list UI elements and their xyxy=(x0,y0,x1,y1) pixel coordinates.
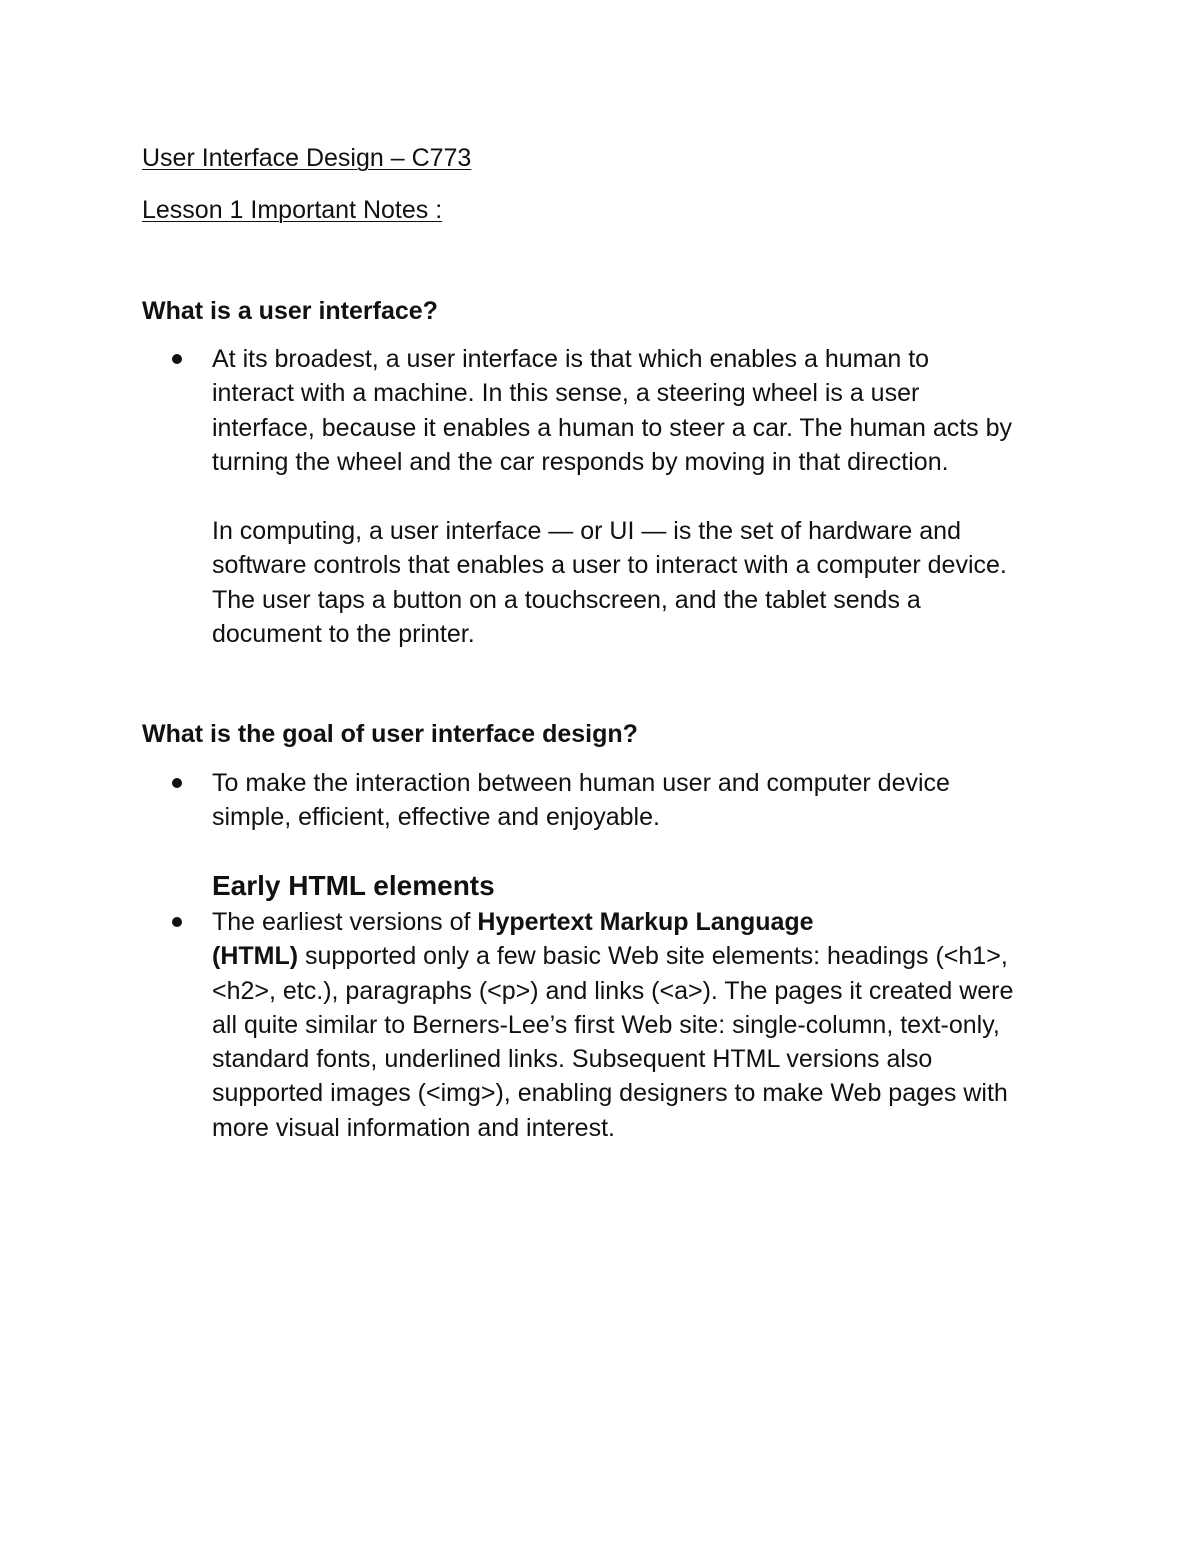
text-line: standard fonts, underlined links. Subsequent HTML versions also xyxy=(212,1045,933,1074)
text-line: document to the printer. xyxy=(212,619,475,648)
text-line: interface, because it enables a human to steer a car. The human acts by xyxy=(212,413,1013,442)
bullet-icon xyxy=(172,778,182,788)
bullet-paragraph-ui-definition xyxy=(212,342,1082,479)
text-run: The earliest versions of xyxy=(212,908,478,936)
bold-term-hypertext-markup-language: Hypertext Markup Language xyxy=(477,908,814,936)
text-line: simple, efficient, effective and enjoyable. xyxy=(212,803,660,832)
document-subtitle: Lesson 1 Important Notes : xyxy=(142,196,443,224)
text-line: At its broadest, a user interface is that which enables a human to xyxy=(212,345,930,373)
text-line: To make the interaction between human user and computer device xyxy=(212,769,950,797)
text-line: all quite similar to Berners-Lee’s first Web site: single-column, text-only, xyxy=(212,1010,1000,1039)
text-line: interact with a machine. In this sense, a steering wheel is a user xyxy=(212,379,920,408)
text-line: <h2>, etc.), paragraphs (<p>) and links (<a>). The pages it created were xyxy=(212,976,1014,1005)
document-title: User Interface Design – C773 xyxy=(142,144,472,172)
section-heading-early-html: Early HTML elements xyxy=(212,870,495,901)
bullet-paragraph-early-html xyxy=(212,905,1082,1145)
section-heading-goal-of-ui-design: What is the goal of user interface design? xyxy=(142,720,638,748)
bullet-icon xyxy=(172,917,182,927)
bullet-paragraph-ui-goal xyxy=(212,766,1082,835)
bold-term-html: (HTML) xyxy=(212,942,299,971)
text-line: more visual information and interest. xyxy=(212,1113,615,1142)
paragraph-ui-computing xyxy=(212,514,1082,651)
text-line: turning the wheel and the car responds by moving in that direction. xyxy=(212,447,949,476)
text-line: software controls that enables a user to interact with a computer device. xyxy=(212,551,1007,580)
section-heading-what-is-ui: What is a user interface? xyxy=(142,297,438,325)
text-line: supported images (<img>), enabling designers to make Web pages with xyxy=(212,1079,1008,1108)
text-line: In computing, a user interface — or UI — is the set of hardware and xyxy=(212,517,961,545)
text-line xyxy=(212,905,1082,939)
text-line: The user taps a button on a touchscreen, and the tablet sends a xyxy=(212,585,921,614)
text-run: supported only a few basic Web site elements: headings (<h1>, xyxy=(298,942,1008,971)
text-line xyxy=(212,939,1082,973)
bullet-icon xyxy=(172,354,182,364)
